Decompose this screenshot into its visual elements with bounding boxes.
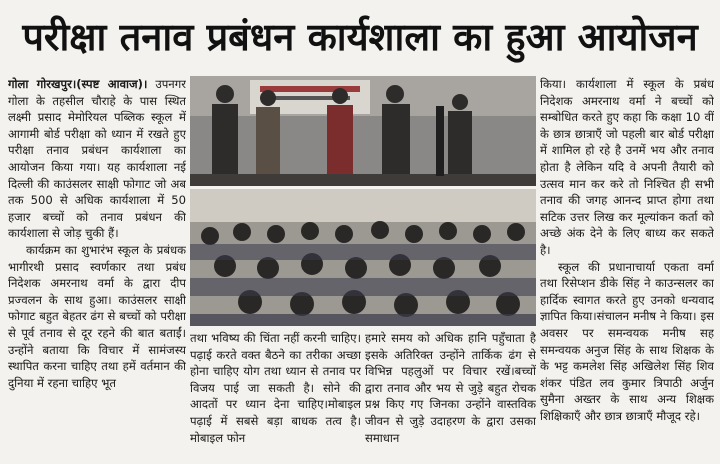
- column-4-paragraph-1: किया। कार्यशाला में स्कूल के प्रबंध निदेशक अमरनाथ वर्मा ने बच्चों को सम्बोधित करते हुए कहा कि कक्षा 10 वीं के छात्र छात्राएँ जो पहली बार बोर्ड परीक्षा में शामिल हो रहे है उनमें भय और तनाव होता है लेकिन यदि वे अपनी तैयारी को उत्सव मान कर करे तो निश्चित ही सभी तनाव की जगह आनन्द प्राप्त होगा तथा सटिक उत्तर लिख कर मूल्यांकन कर्ता को अच्छे अंक देने के लिए बाध्य कर सकते है।: [540, 77, 714, 257]
- column-1-paragraph-2: कार्यक्रम का शुभारंभ स्कूल के प्रबंधक भागीरथी प्रसाद स्वर्णकार तथा प्रबंध निदेशक अमरनाथ वर्मा के द्वारा दीप प्रज्वलन के साथ हुआ। काउंसलर साक्षी फोगाट बहुत बेहतर ढंग से बच्चों को परीक्षा से पूर्व तनाव से दूर रहने की बात बताईं। उन्होंने बताया कि विचार में सामंजस्य स्थापित करना चाहिए तथा हमें वर्तमान की दुनिया में रहना चाहिए भूत: [8, 242, 186, 390]
- event-photo: [190, 76, 536, 326]
- article-column-2: [190, 330, 361, 462]
- article-column-1: [8, 76, 186, 462]
- column-2-text: तथा भविष्य की चिंता नहीं करनी चाहिए। पढ़ाई करते वक्त बैठने का तरीका अच्छा होना चाहिए योग तथा ध्यान से तनाव पर विजय पाई जा सकती है। सोने की आदतों पर ध्यान देना चाहिए।मोबाइल पढ़ाई में सबसे बड़ा बाधक तत्व है। मोबाइल फोन: [190, 331, 361, 445]
- column-4-paragraph-2: स्कूल की प्रधानाचार्या एकता वर्मा तथा रिसेप्शन डीके सिंह ने काउन्सलर का हार्दिक स्वागत करते हुए उनको धन्यवाद ज्ञापित किया।संचालन मनीष ने किया। इस अवसर पर समन्वयक मनीष सह समन्वयक अनुज सिंह के साथ शिक्षक के के भट्ट कमलेश सिंह अखिलेश सिंह शिव शंकर पंडित लव कुमार त्रिपाठी अर्जुन सुमैना अख्तर के साथ अन्य शिक्षक शिक्षिकाएँ और छात्र छात्राएँ मौजूद रहे।: [540, 259, 714, 423]
- dateline: गोला गोरखपुर।(स्पष्ट आवाज)।: [8, 77, 148, 91]
- article-column-3: [365, 330, 536, 462]
- column-1-paragraph-1: उपनगर गोला के तहसील चौराहे के पास स्थित लक्ष्मी प्रसाद मेमोरियल पब्लिक स्कूल में आगामी बोर्ड परीक्षा को ध्यान में रखते हुए परीक्षा तनाव प्रबंधन कार्यशाला का आयोजन किया गया। यह कार्यशाला नई दिल्ली की काउंसलर साक्षी फोगाट जो अब तक 500 से अधिक कार्यशाला में 50 हजार बच्चों को तनाव प्रबंधन की कार्यशाला से जोड़ चुकी हैं।: [8, 77, 186, 241]
- headline: परीक्षा तनाव प्रबंधन कार्यशाला का हुआ आयोजन: [22, 15, 698, 59]
- column-3-text: हमारे समय को अधिक हानि पहुँचाता है इसके अतिरिक्त उन्होंने तार्किक ढंग से विभिन्न पहलुओं पर विचार रखें।बच्चों द्वारा तनाव और भय से जुड़े बहुत रोचक प्रश्न किए गए जिनका उन्होंने वास्तविक जीवन से जुड़े उदाहरण के द्वारा उसका समाधान: [365, 331, 536, 445]
- article-column-4: [540, 76, 714, 462]
